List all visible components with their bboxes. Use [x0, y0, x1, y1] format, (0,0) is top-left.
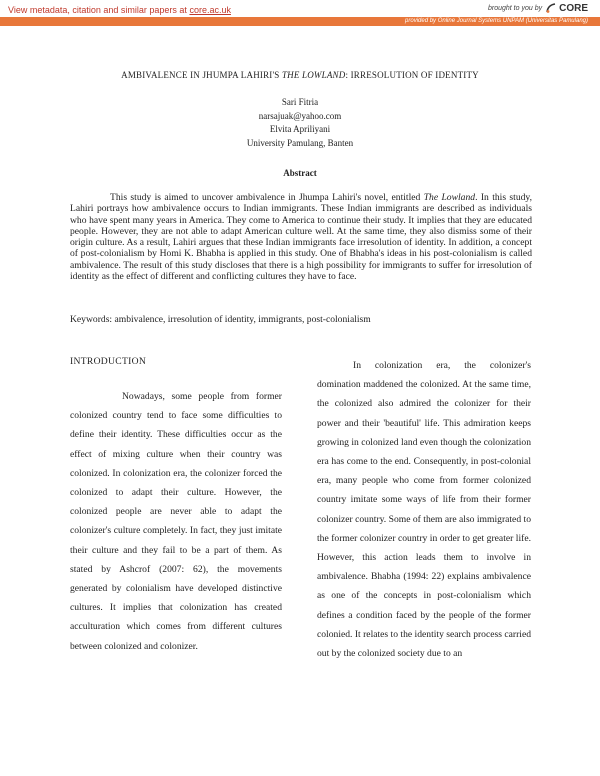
- introduction-heading: INTRODUCTION: [70, 356, 147, 367]
- right-paragraph: In colonization era, the colonizer's domination maddened the colonized. At the same time, the colonized also admired the colonizer for their power and their 'beautiful' life. This admiration keeps growing in colonized land even though the colonization era has come to the end. Consequently, in post-colonial era, many people who come from former colonized country imitate some ways of life from their former colonizer country. Some of them are also immigrated to the former colonizer country in order to get greater life. However, this action leads them to involve in ambivalence. Bhabha (1994: 22) explains ambivalence as one of the concepts in post-colonialism which defines a condition faced by the people of the former colonied. It relates to the identity search process carried out by the colonized society due to an: [317, 360, 531, 660]
- author-2: Elvita Apriliyani: [269, 124, 331, 134]
- left-paragraph: Nowadays, some people from former colonized country tend to face some difficulties to define their identity. These difficulties occur as the effect of mixing culture when their country was colonized. In colonization era, the colonizer forced the colonized to adapt their culture. However, the colonized people are never able to adapt the colonizer's culture completely. In fact, they just imitate their culture and they fail to be a part of them. As stated by Ashcrof (2007: 62), the movements generated by colonialism have developed distinctive cultures. It implies that colonization has created acculturation which comes from different cultures between colonized and colonizer.: [70, 391, 282, 652]
- abstract-body: [70, 192, 532, 282]
- left-column: [70, 356, 282, 656]
- brought-by[interactable]: [488, 2, 588, 14]
- metadata-text: View metadata, citation and similar papers at: [8, 5, 190, 15]
- title-part2: : IRRESOLUTION OF IDENTITY: [345, 70, 479, 80]
- core-banner: [0, 0, 600, 28]
- paper-title: [40, 70, 560, 80]
- abstract-italic: The Lowland: [423, 192, 476, 203]
- keywords: Keywords: ambivalence, irresolution of identity, immigrants, post-colonialism: [70, 314, 371, 325]
- provider-strip: [0, 17, 600, 26]
- author-email: narsajuak@yahoo.com: [258, 110, 342, 121]
- affiliation: University Pamulang, Banten: [246, 137, 354, 148]
- author-1: Sari Fitria: [281, 97, 319, 107]
- metadata-link[interactable]: [8, 5, 231, 15]
- title-part1: AMBIVALENCE IN JHUMPA LAHIRI'S: [121, 70, 282, 80]
- author-block: [150, 96, 450, 150]
- brought-by-text: brought to you by: [488, 4, 543, 12]
- abstract-part2: . In this study, Lahiri portrays how ambivalence occurs to Indian immigrants. These Indian immigrants are described as individuals who have spent many years in America. They come to America to continue their study. It implies that they are educated people. However, they are not able to adapt American culture well. At the same time, they also dismiss some of their origin culture. As a result, Lahiri argues that these Indian immigrants face irresolution of identity. In addition, a concept of post-colonialism by Homi K. Bhabha is applied in this study. One of Bhabha's ideas in his post-colonialism is called ambivalence. The result of this study discloses that there is a high possibility for immigrants to suffer for irresolution of identity as the effect of different and conflicting cultures they have to face.: [70, 192, 532, 283]
- title-italic: THE LOWLAND: [281, 70, 346, 80]
- core-logo[interactable]: [545, 2, 588, 14]
- core-logo-icon: [545, 2, 557, 14]
- core-logo-label: CORE: [559, 2, 588, 14]
- right-column: [317, 356, 531, 663]
- abstract-heading: Abstract: [283, 168, 317, 178]
- provider-text: provided by Online Journal Systems UNPAM (Universitas Pamulang): [405, 18, 588, 24]
- core-ac-uk-link[interactable]: core.ac.uk: [189, 5, 231, 15]
- abstract-part1: This study is aimed to uncover ambivalence in Jhumpa Lahiri's novel, entitled: [110, 192, 424, 203]
